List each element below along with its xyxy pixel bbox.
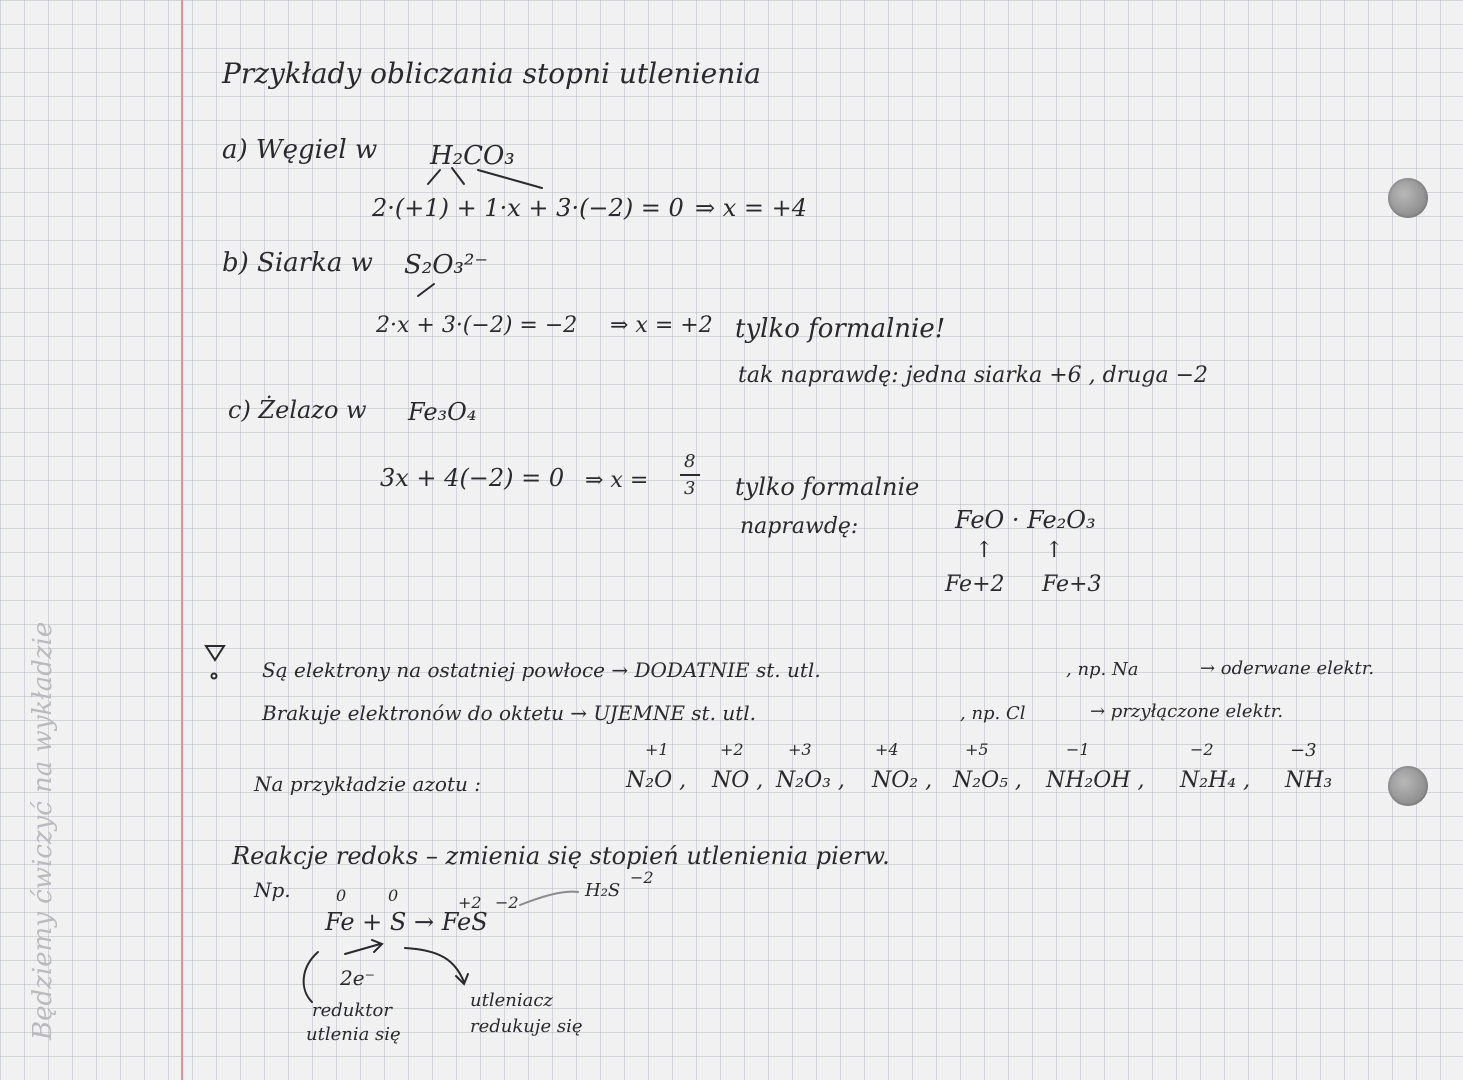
redox-np: Np. [254, 878, 291, 902]
nitrogen-compound-5: N₂O₅ , [953, 768, 1022, 793]
oxidant-label: utleniacz [470, 990, 553, 1011]
redox-h2s-ox: −2 [630, 868, 654, 887]
nitrogen-ox-7: −2 [1190, 740, 1214, 759]
fe2-label: Fe+2 [945, 572, 1005, 597]
example-c-note-real-formula: FeO · Fe₂O₃ [955, 506, 1096, 534]
example-c-fraction-denominator: 3 [684, 478, 696, 499]
nitrogen-compound-4: NO₂ , [872, 768, 933, 793]
nitrogen-ox-8: −3 [1290, 740, 1317, 761]
example-c-fraction-numerator: 8 [684, 451, 696, 472]
side-note: Będziemy ćwiczyć na wykładzie [28, 621, 58, 1040]
rule-positive: Są elektrony na ostatniej powłoce → DODATNIE st. utl. [262, 658, 821, 682]
nitrogen-compound-2: NO , [712, 768, 764, 793]
example-c-label: c) Żelazo w [228, 396, 367, 424]
redox-ox-s-reactant: 0 [388, 886, 399, 905]
example-b-equation: 2·x + 3·(−2) = −2 [376, 313, 578, 338]
page-title: Przykłady obliczania stopni utlenienia [222, 57, 761, 90]
example-a-formula: H₂CO₃ [430, 141, 515, 171]
nitrogen-ox-1: +1 [645, 740, 669, 759]
nitrogen-ox-4: +4 [875, 740, 899, 759]
example-b-label: b) Siarka w [222, 248, 373, 278]
nitrogen-ox-2: +2 [720, 740, 744, 759]
redox-ox-s-product: −2 [495, 893, 519, 912]
example-a-label: a) Węgiel w [222, 135, 378, 165]
nitrogen-compound-7: N₂H₄ , [1180, 768, 1251, 793]
nitrogen-compound-8: NH₃ [1285, 768, 1333, 793]
nitrogen-compound-6: NH₂OH , [1046, 768, 1145, 793]
rule-negative-example: , np. Cl [960, 703, 1026, 724]
nitrogen-ox-5: +5 [965, 740, 989, 759]
redox-ox-fe-reactant: 0 [336, 886, 347, 905]
example-a-result: ⇒ x = +4 [695, 194, 808, 222]
example-b-formula: S₂O₃²⁻ [404, 250, 489, 280]
nitrogen-intro: Na przykładzie azotu : [254, 772, 481, 796]
example-c-note-real-label: naprawdę: [740, 514, 859, 539]
arrow-up-icon: ↑ [1045, 538, 1064, 563]
rule-negative-result: → przyłączone elektr. [1090, 701, 1284, 722]
nitrogen-ox-3: +3 [788, 740, 812, 759]
nitrogen-compound-1: N₂O , [626, 768, 687, 793]
nitrogen-ox-6: −1 [1066, 740, 1090, 759]
rule-positive-result: → oderwane elektr. [1200, 658, 1375, 679]
example-b-note-real: tak naprawdę: jedna siarka +6 , druga −2 [738, 363, 1209, 388]
oxidant-description: redukuje się [470, 1016, 583, 1037]
example-b-note-formal: tylko formalnie! [735, 314, 946, 344]
rule-negative: Brakuje elektronów do oktetu → UJEMNE st. utl. [262, 701, 756, 725]
redox-equation: Fe + S → FeS [325, 908, 488, 936]
nitrogen-compound-3: N₂O₃ , [776, 768, 845, 793]
rule-positive-example: , np. Na [1066, 659, 1139, 680]
example-a-equation: 2·(+1) + 1·x + 3·(−2) = 0 [372, 194, 684, 222]
example-c-note-formal: tylko formalnie [735, 473, 920, 501]
example-b-result: ⇒ x = +2 [610, 313, 713, 338]
redox-ox-fe-product: +2 [458, 893, 482, 912]
reductor-description: utlenia się [306, 1024, 401, 1045]
example-c-formula: Fe₃O₄ [408, 398, 477, 426]
fe3-label: Fe+3 [1042, 572, 1102, 597]
example-c-result: ⇒ x = [585, 468, 649, 493]
redox-electrons: 2e⁻ [340, 966, 376, 990]
redox-title: Reakcje redoks – zmienia się stopień utlenienia pierw. [232, 842, 890, 870]
redox-h2s: H₂S [585, 880, 621, 901]
example-c-equation: 3x + 4(−2) = 0 [380, 464, 565, 492]
arrow-up-icon: ↑ [975, 538, 994, 563]
reductor-label: reduktor [312, 1000, 392, 1021]
